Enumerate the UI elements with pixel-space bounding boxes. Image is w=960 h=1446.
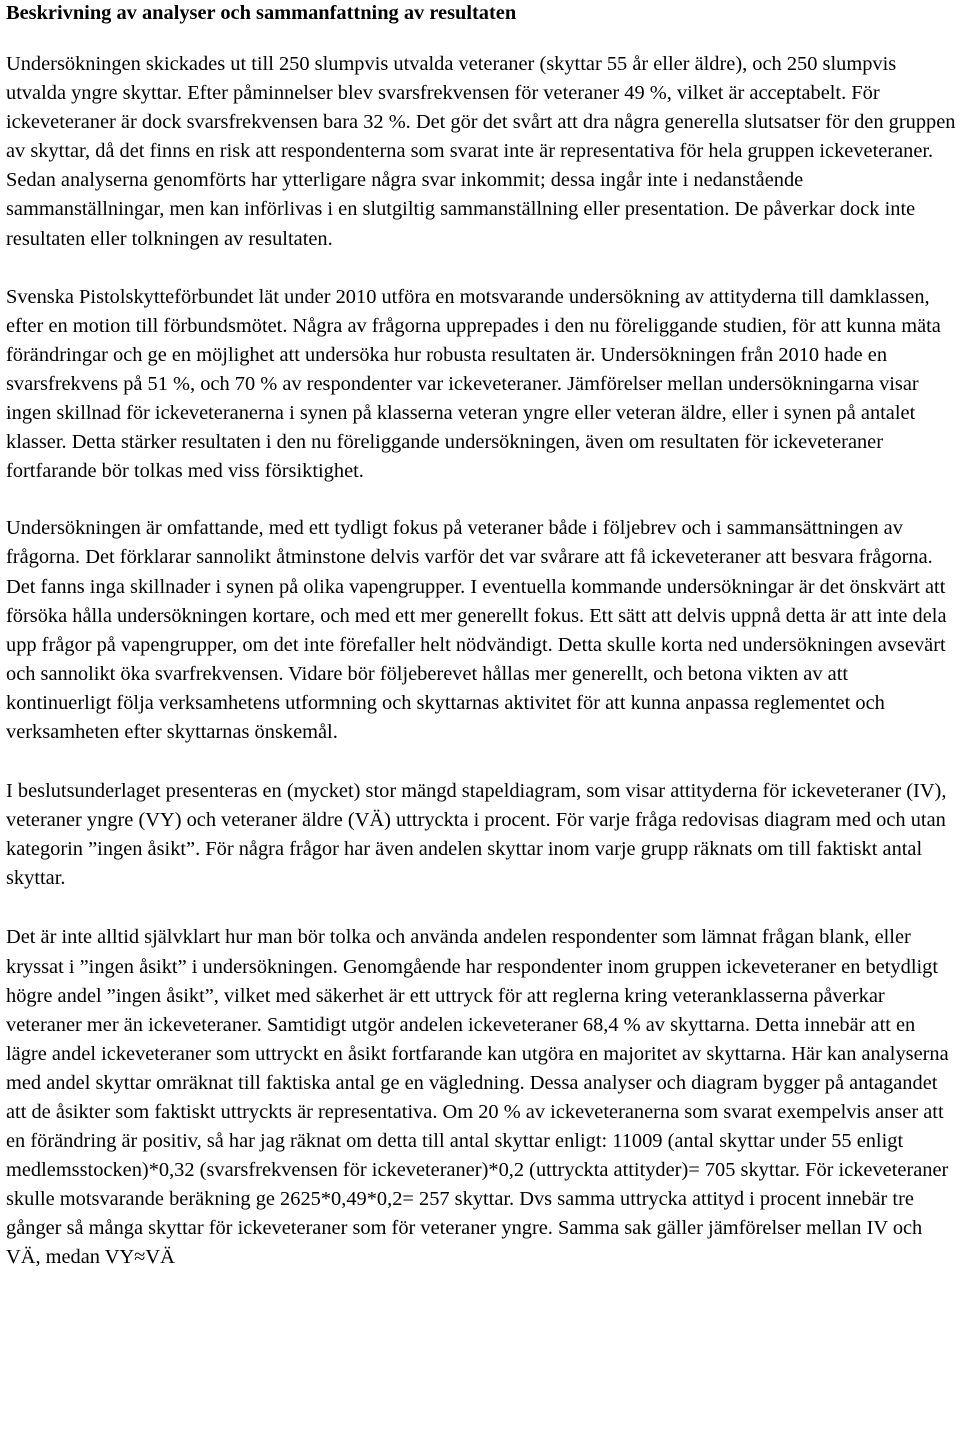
paragraph-interpretation: Det är inte alltid självklart hur man bör tolka och använda andelen respondenter som lämnat frågan blank, eller kryssat i ”ingen åsikt” i undersökningen. Genomgående har respondenter inom gruppen ickeveteraner en betydligt högre andel ”ingen åsikt”, vilket med säkerhet är ett uttryck för att reglerna kring veteranklasserna påverkar veteraner mer än ickeveteraner. Samtidigt utgör andelen ickeveteraner 68,4 % av skyttarna. Detta innebär att en lägre andel ickeveteraner som uttryckt en åsikt fortfarande kan utgöra en majoritet av skyttarna. Här kan analyserna med andel skyttar omräknat till faktiska antal ge en vägledning. Dessa analyser och diagram bygger på antagandet att de åsikter som faktiskt uttryckts är representativa. Om 20 % av ickeveteranerna som svarat exempelvis anser att en förändring är positiv, så har jag räknat om detta till antal skyttar enligt: 11009 (antal skyttar under 55 enligt medlemsstocken)*0,32 (svarsfrekvensen för ickeveteraner)*0,2 (uttryckta attityder)= 705 skyttar. För ickeveteraner skulle motsvarande beräkning ge 2625*0,49*0,2= 257 skyttar. Dvs samma uttrycka attityd i procent innebär tre gånger så många skyttar för ickeveteraner som för veteraner yngre. Samma sak gäller jämförelser mellan IV och VÄ, medan VY≈VÄ <box>6 926 949 1269</box>
paragraph-response-rates: Undersökningen skickades ut till 250 slumpvis utvalda veteraner (skyttar 55 år eller äldre), och 250 slumpvis utvalda yngre skyttar. Efter påminnelser blev svarsfrekvensen för veteraner 49 %, vilket är acceptabelt. För ickeveteraner är dock svarsfrekvensen bara 32 %. Det gör det svårt att dra några generella slutsatser för den gruppen av skyttar, då det finns en risk att respondenterna som svarat inte är representativa för hela gruppen ickeveteraner. Sedan analyserna genomförts har ytterligare några svar inkommit; dessa ingår inte i nedanstående sammanställningar, men kan införlivas i en slutgiltig sammanställning eller presentation. De påverkar dock inte resultaten eller tolkningen av resultaten. <box>6 53 956 250</box>
section-heading: Beskrivning av analyser och sammanfattning av resultaten <box>6 2 517 24</box>
paragraph-survey-scope: Undersökningen är omfattande, med ett tydligt fokus på veteraner både i följebrev och i sammansättningen av frågorna. Det förklarar sannolikt åtminstone delvis varför det var svårare att få ickeveteraner att besvara frågorna. Det fanns inga skillnader i synen på olika vapengrupper. I eventuella kommande undersökningar är det önskvärt att försöka hålla undersökningen kortare, och med ett mer generellt fokus. Ett sätt att delvis uppnå detta är att inte dela upp frågor på vapengrupper, om det inte förefaller helt nödvändigt. Detta skulle korta ned undersökningen avsevärt och sannolikt öka svarfrekvensen. Vidare bör följeberevet hållas mer generellt, och betona vikten av att kontinuerligt följa verksamhetens utformning och skyttarnas aktivitet för att kunna anpassa reglementet och verksamheten efter skyttarnas önskemål. <box>6 517 947 743</box>
paragraph-bar-charts: I beslutsunderlaget presenteras en (mycket) stor mängd stapeldiagram, som visar attityderna för ickeveteraner (IV), veteraner yngre (VY) och veteraner äldre (VÄ) uttryckta i procent. För varje fråga redovisas diagram med och utan kategorin ”ingen åsikt”. För några frågor har även andelen skyttar inom varje grupp räknats om till faktiskt antal skyttar. <box>6 780 947 890</box>
paragraph-2010-comparison: Svenska Pistolskytteförbundet lät under 2010 utföra en motsvarande undersökning av attityderna till damklassen, efter en motion till förbundsmötet. Några av frågorna upprepades i den nu föreliggande studien, för att kunna mäta förändringar och ge en möjlighet att undersöka hur robusta resultaten är. Undersökningen från 2010 hade en svarsfrekvens på 51 %, och 70 % av respondenter var ickeveteraner. Jämförelser mellan undersökningarna visar ingen skillnad för ickeveteranerna i synen på klasserna veteran yngre eller veteran äldre, eller i synen på antalet klasser. Detta stärker resultaten i den nu föreliggande undersökningen, även om resultaten för ickeveteraner fortfarande bör tolkas med viss försiktighet. <box>6 285 941 483</box>
